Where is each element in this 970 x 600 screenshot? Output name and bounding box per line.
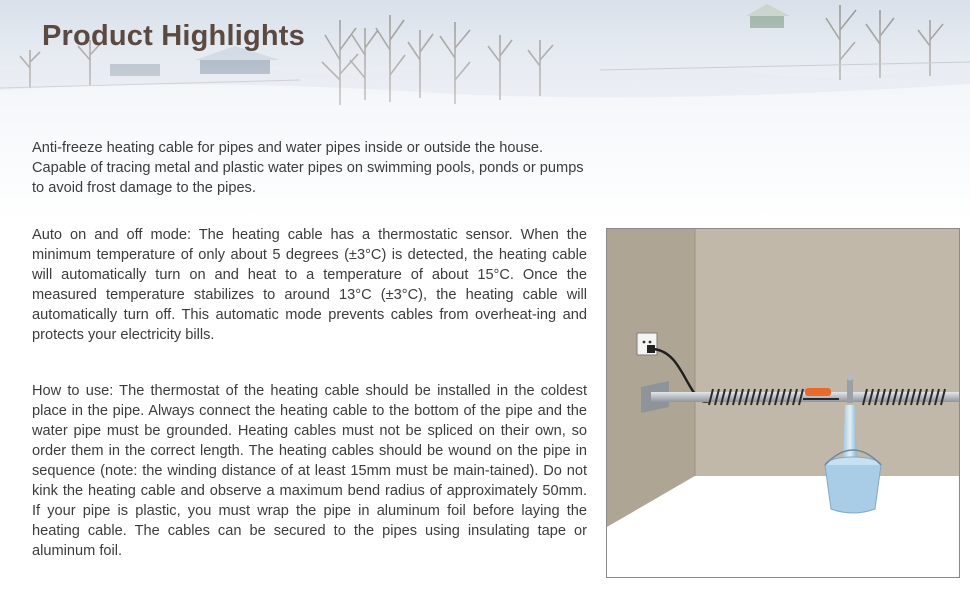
heating-cable-installation-illustration bbox=[606, 228, 960, 578]
thermostat-icon bbox=[805, 388, 831, 396]
water-tap-icon bbox=[847, 377, 853, 403]
page-title: Product Highlights bbox=[42, 20, 305, 52]
how-to-use-paragraph: How to use: The thermostat of the heating cable should be installed in the coldest place in the pipe. Always connect the heating cable to the bottom of the pipe and the water pipe must be grounded. Heating cables must not be spliced on their own, so order them in the correct length. The heating cables should be wound on the pipe in sequence (note: the winding distance of at least 15mm must be main-tained). Do not kink the heating cable and observe a maximum bend radius of approximately 50mm. If your pipe is plastic, you must wrap the pipe in aluminum foil before laying the heating cable. The cables can be secured to the pipes using insulating tape or aluminum foil. bbox=[32, 383, 587, 559]
water-stream bbox=[843, 405, 857, 464]
bucket-icon bbox=[825, 465, 881, 513]
back-wall bbox=[695, 229, 959, 476]
intro-paragraph: Anti-freeze heating cable for pipes and water pipes inside or outside the house. Capable of tracing metal and plastic water pipes on swimming pools, ponds or pumps to avoid frost damage to the pipes. bbox=[32, 140, 584, 196]
left-wall bbox=[607, 229, 695, 527]
auto-mode-paragraph: Auto on and off mode: The heating cable has a thermostatic sensor. When the minimum temperature of only about 5 degrees (±3°C) is detected, the heating cable will automatically turn on and heat to a temperature of about 15°C. Once the measured temperature stabilizes to around 13°C (±3°C), the heating cable will automatically turn off. This automatic mode prevents cables from overheat-ing and protects your electricity bills. bbox=[32, 227, 587, 343]
